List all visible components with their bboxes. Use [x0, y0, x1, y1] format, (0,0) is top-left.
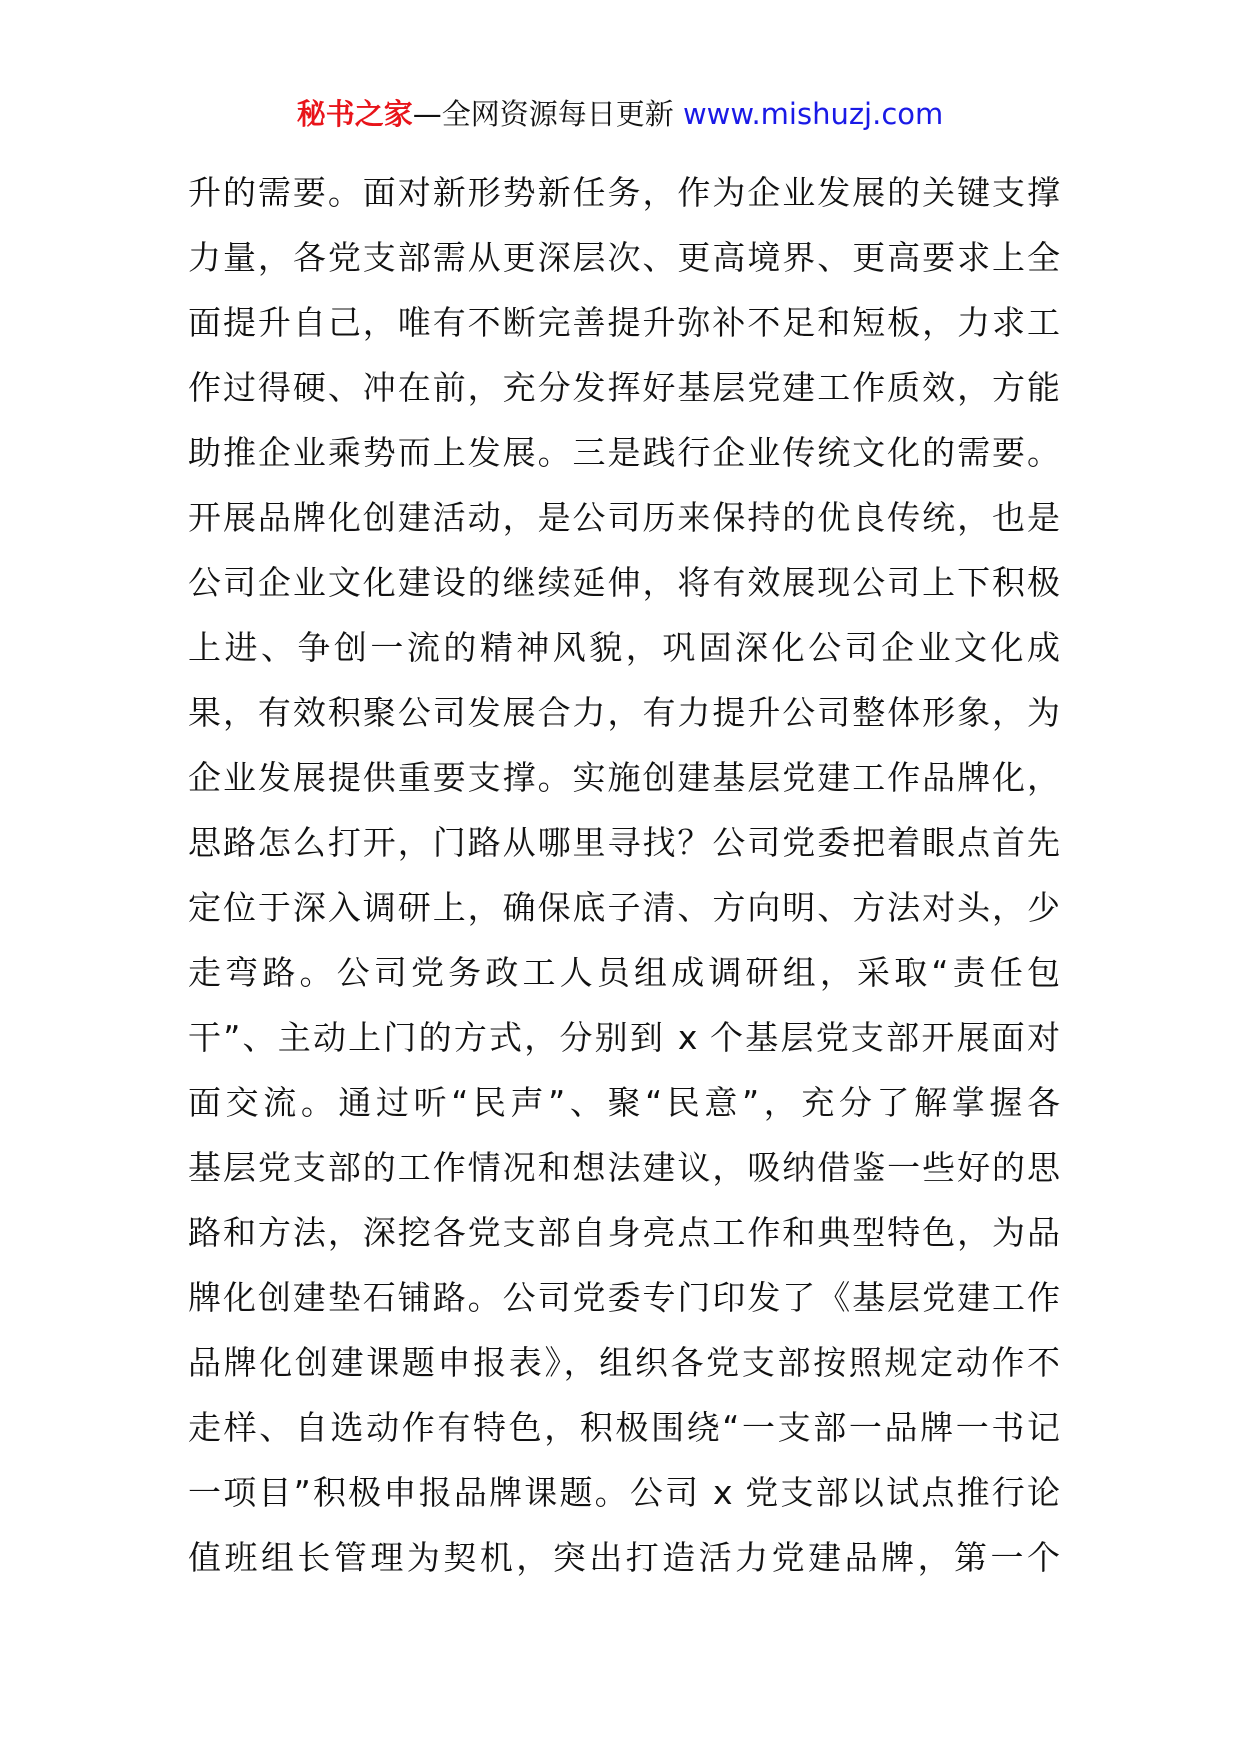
text-line: 作过得硬、冲在前，充分发挥好基层党建工作质效，方能 [188, 368, 1060, 407]
text-line: 牌化创建垫石铺路。公司党委专门印发了《基层党建工作 [188, 1278, 1060, 1317]
site-url-link[interactable]: www.mishuzj.com [682, 97, 944, 131]
text-line: 面交流。通过听“民声”、聚“民意”，充分了解掌握各 [188, 1083, 1060, 1122]
text-line: 基层党支部的工作情况和想法建议，吸纳借鉴一些好的思 [188, 1148, 1060, 1187]
text-line: 企业发展提供重要支撑。实施创建基层党建工作品牌化， [188, 758, 1060, 797]
text-line: 路和方法，深挖各党支部自身亮点工作和典型特色，为品 [188, 1213, 1060, 1252]
site-header [0, 92, 1240, 136]
text-line: 升的需要。面对新形势新任务，作为企业发展的关键支撑 [188, 173, 1060, 212]
text-line: 开展品牌化创建活动，是公司历来保持的优良传统，也是 [188, 498, 1060, 537]
text-line: 上进、争创一流的精神风貌，巩固深化公司企业文化成 [188, 628, 1060, 667]
text-line: 走弯路。公司党务政工人员组成调研组，采取“责任包 [188, 953, 1060, 992]
text-line: 面提升自己，唯有不断完善提升弥补不足和短板，力求工 [188, 303, 1060, 342]
text-line: 思路怎么打开，门路从哪里寻找？公司党委把着眼点首先 [188, 823, 1060, 862]
text-line: 走样、自选动作有特色，积极围绕“一支部一品牌一书记 [188, 1408, 1060, 1447]
text-line: 值班组长管理为契机，突出打造活力党建品牌，第一个 [188, 1538, 1060, 1577]
text-line: 力量，各党支部需从更深层次、更高境界、更高要求上全 [188, 238, 1060, 277]
text-line: 果，有效积聚公司发展合力，有力提升公司整体形象，为 [188, 693, 1060, 732]
text-line: 公司企业文化建设的继续延伸，将有效展现公司上下积极 [188, 563, 1060, 602]
text-line: 干”、主动上门的方式，分别到 x 个基层党支部开展面对 [188, 1018, 1060, 1057]
site-slogan: —全网资源每日更新 [412, 97, 683, 131]
text-line: 定位于深入调研上，确保底子清、方向明、方法对头，少 [188, 888, 1060, 927]
text-line: 助推企业乘势而上发展。三是践行企业传统文化的需要。 [188, 433, 1060, 472]
text-line: 品牌化创建课题申报表》，组织各党支部按照规定动作不 [188, 1343, 1060, 1382]
text-line: 一项目”积极申报品牌课题。公司 x 党支部以试点推行论 [188, 1473, 1060, 1512]
document-body [188, 160, 1060, 1590]
site-brand: 秘书之家 [296, 97, 413, 131]
